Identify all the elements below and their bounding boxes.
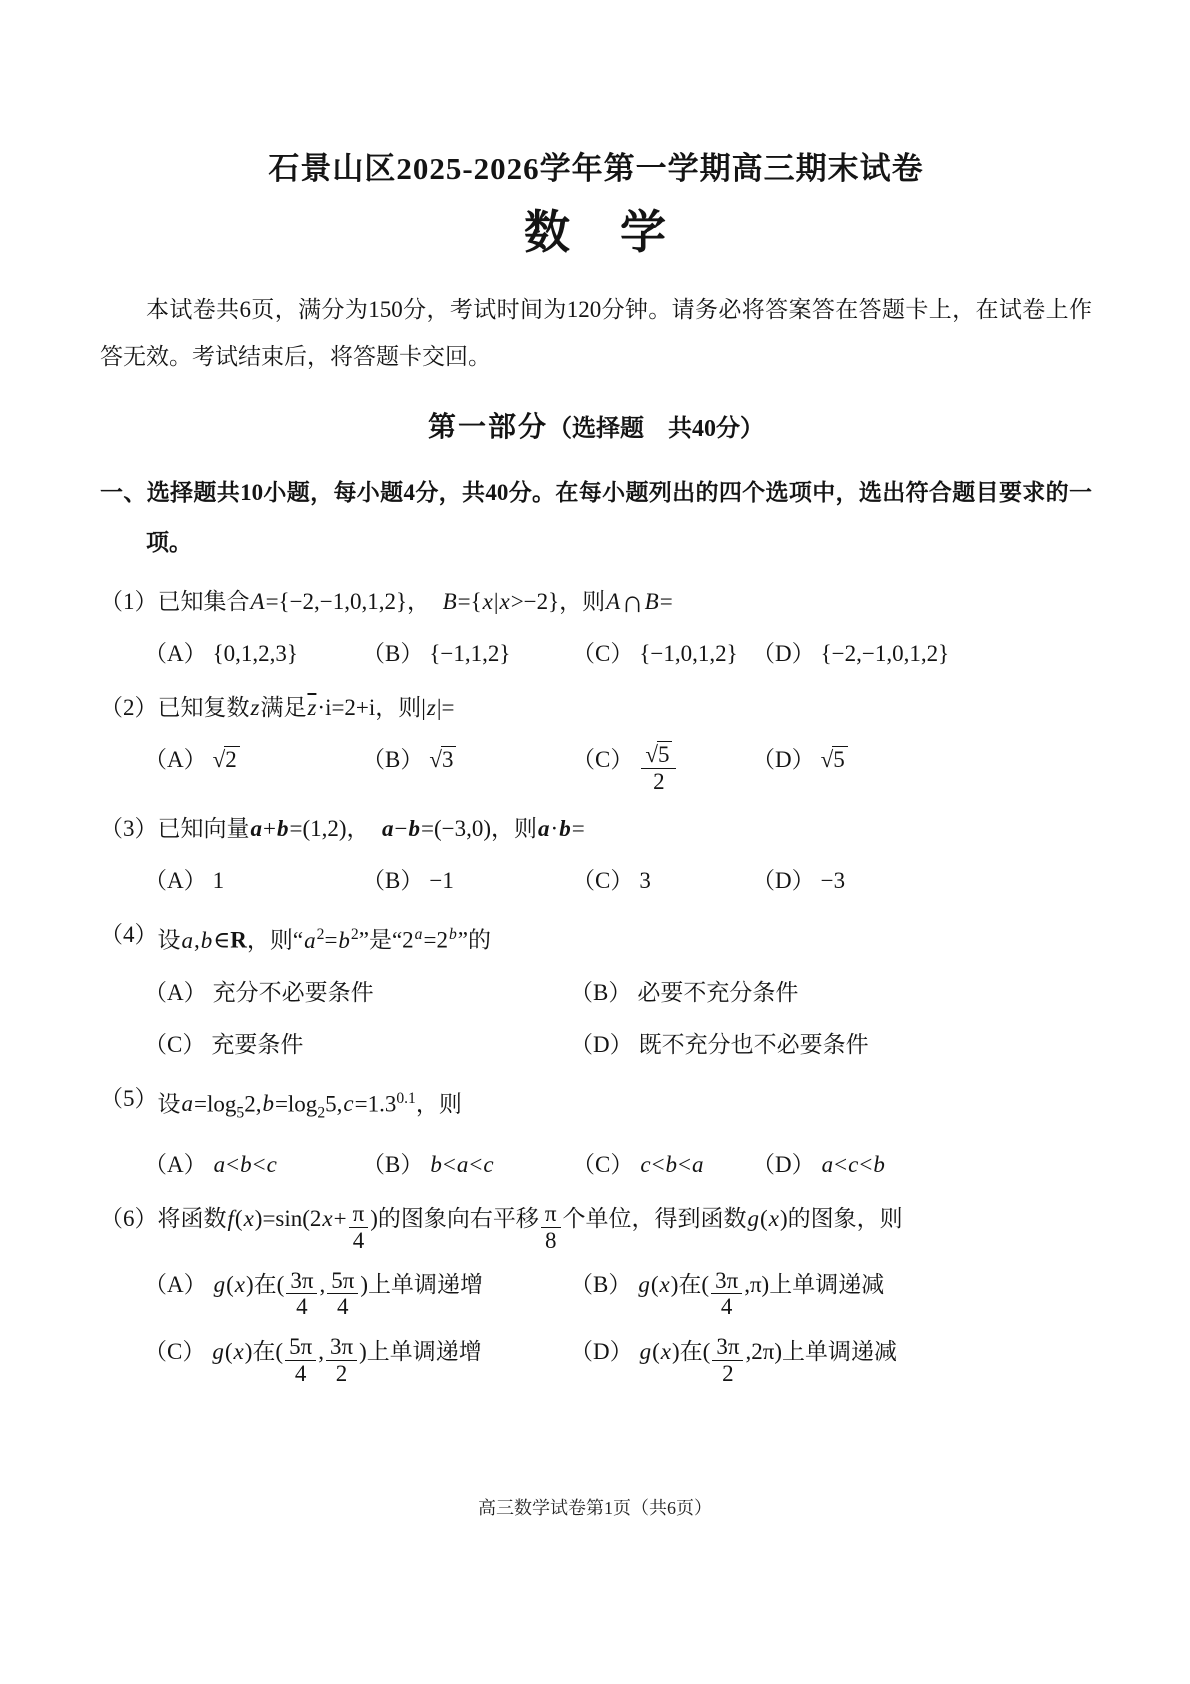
question-2 [100, 688, 1092, 795]
q6-option-c [144, 1332, 570, 1387]
q3-option-a-text: 1 [212, 867, 225, 893]
q4-option-d-text: 既不充分也不必要条件 [638, 1031, 869, 1057]
q3-option-b [362, 861, 572, 901]
q1-option-c-text: {−1,0,1,2} [639, 641, 738, 667]
q5-option-d [752, 1145, 1092, 1185]
question-3-options [100, 861, 1092, 901]
exam-title: 石景山区2025-2026学年第一学期高三期末试卷 [268, 151, 924, 186]
q4-option-b [570, 973, 1092, 1013]
q2-option-d-label: （D） [752, 747, 815, 773]
question-1-number: （1） [100, 589, 158, 615]
question-1 [100, 582, 1092, 674]
q4-option-a-label: （A） [144, 979, 207, 1005]
q5-option-a [144, 1145, 362, 1185]
q5-option-a-label: （A） [144, 1151, 207, 1177]
question-2-text: 已知复数z满足$\overline{z}\cdot i=2+i$，则|z|= [157, 695, 455, 721]
q3-option-c-text: 3 [639, 867, 651, 893]
q3-option-c-label: （C） [572, 867, 634, 893]
question-3-text: 已知向量a+b=(1,2)， a−b=(−3,0)，则a·b= [157, 815, 585, 841]
question-4-text: 设a,b∈R，则“$a^2=b^2$”是“$2^a=2^b$”的 [157, 925, 491, 953]
q6-option-a-label: （A） [144, 1272, 207, 1298]
q4-option-a [144, 973, 570, 1013]
q4-option-c-text: 充要条件 [211, 1031, 304, 1057]
q1-option-b-text: {−1,1,2} [429, 641, 511, 667]
q6-option-a [144, 1265, 570, 1320]
question-3-stem [100, 809, 1092, 849]
part1-heading-sub: （选择题 共40分） [548, 415, 764, 442]
q1-option-a-label: （A） [144, 641, 207, 667]
q6-option-b-text: g(x)在( $\frac{3\pi}{4}$ ,π)上单调递减 [638, 1267, 885, 1320]
question-6-options-row2 [100, 1332, 1092, 1387]
exam-general-instructions: 本试卷共6页，满分为150分，考试时间为120分钟。请务必将答案答在答题卡上，在试卷上作答无效。考试结束后，将答题卡交回。 [100, 296, 1092, 369]
question-6 [100, 1199, 1092, 1387]
q4-option-d-label: （D） [570, 1031, 633, 1057]
question-4-options-row2 [100, 1025, 1092, 1065]
q6-option-a-text: g(x)在( $\frac{3\pi}{4}$ , $\frac{5\pi}{4}$ )上单调递增 [213, 1267, 484, 1320]
q1-option-d [752, 634, 1092, 674]
q6-option-c-label: （C） [144, 1339, 206, 1365]
question-1-text: 已知集合A={−2,−1,0,1,2}， B={x|x>−2}，则A∩B= [157, 584, 673, 620]
q5-option-d-label: （D） [752, 1151, 815, 1177]
question-4-number: （4） [100, 921, 158, 947]
q6-option-d-label: （D） [570, 1339, 633, 1365]
q5-option-b-text: b<a<c [430, 1151, 494, 1177]
question-1-stem [100, 582, 1092, 622]
question-4-options-row1 [100, 973, 1092, 1013]
q2-option-c-label: （C） [572, 747, 634, 773]
q5-option-c-text: c<b<a [640, 1151, 704, 1177]
question-6-options-row1 [100, 1265, 1092, 1320]
q6-option-d [570, 1332, 1092, 1387]
question-4-stem [100, 915, 1092, 961]
q2-option-a-text: √2 [213, 746, 240, 772]
question-5-text: 设$a=\log_52,b=\log_25,c=1.3^{0.1}$，则 [157, 1089, 462, 1121]
q1-option-a-text: {0,1,2,3} [212, 641, 298, 667]
question-2-number: （2） [100, 695, 158, 721]
q1-option-c-label: （C） [572, 641, 634, 667]
q3-option-c [572, 861, 752, 901]
q3-option-d-text: −3 [820, 867, 846, 893]
q5-option-c [572, 1145, 752, 1185]
question-3-number: （3） [100, 815, 158, 841]
q6-option-b-label: （B） [570, 1272, 632, 1298]
q6-option-c-text: g(x)在( $\frac{5\pi}{4}$ , $\frac{3\pi}{2}$ )上单调递增 [212, 1334, 482, 1386]
q2-option-a [144, 740, 362, 795]
question-2-options [100, 740, 1092, 795]
q2-option-d-text: √5 [821, 746, 848, 772]
q5-option-c-label: （C） [572, 1151, 634, 1177]
q1-option-b [362, 634, 572, 674]
q4-option-d [570, 1025, 1092, 1065]
question-5-stem [100, 1079, 1092, 1133]
q5-option-b [362, 1145, 572, 1185]
q3-option-b-text: −1 [429, 867, 454, 893]
q1-option-d-label: （D） [752, 641, 815, 667]
subject-title: 数 学 [524, 206, 668, 258]
section1-instruction: 一、选择题共10小题，每小题4分，共40分。在每小题列出的四个选项中，选出符合题目要求的一项。 [100, 480, 1092, 556]
q6-option-b [570, 1265, 1092, 1320]
question-6-text: 将函数f(x)=sin(2x+ $\frac{\pi}{4}$ )的图象向右平移 $\frac{\pi}{8}$ 个单位，得到函数g(x)的图象，则 [157, 1200, 903, 1253]
q2-option-b-text: √3 [429, 746, 456, 772]
question-6-stem [100, 1199, 1092, 1254]
part1-heading [100, 410, 1092, 446]
q1-option-b-label: （B） [362, 641, 424, 667]
q5-option-a-text: a<b<c [213, 1151, 277, 1177]
q2-option-c [572, 740, 752, 795]
q1-option-a [144, 634, 362, 674]
q3-option-a-label: （A） [144, 867, 207, 893]
q2-option-b [362, 740, 572, 795]
question-5-number: （5） [100, 1085, 158, 1111]
q3-option-d-label: （D） [752, 867, 815, 893]
q2-option-d [752, 740, 1092, 795]
q4-option-b-label: （B） [570, 979, 632, 1005]
q5-option-b-label: （B） [362, 1151, 424, 1177]
question-6-number: （6） [100, 1205, 158, 1231]
q4-option-c [144, 1025, 570, 1065]
q1-option-c [572, 634, 752, 674]
question-4 [100, 915, 1092, 1065]
q4-option-b-text: 必要不充分条件 [637, 979, 799, 1005]
q6-option-d-text: g(x)在( $\frac{3\pi}{2}$ ,2π)上单调递减 [639, 1334, 897, 1386]
question-2-stem [100, 688, 1092, 728]
question-1-options [100, 634, 1092, 674]
page-footer: 高三数学试卷第1页（共6页） [478, 1498, 712, 1518]
question-3 [100, 809, 1092, 901]
q2-option-c-text: $\frac{√5}{2}$ [639, 747, 678, 772]
q3-option-a [144, 861, 362, 901]
q4-option-a-text: 充分不必要条件 [212, 979, 374, 1005]
q3-option-d [752, 861, 1092, 901]
question-5 [100, 1079, 1092, 1185]
part1-heading-main: 第一部分 [427, 411, 548, 443]
question-5-options [100, 1145, 1092, 1185]
q5-option-d-text: a<c<b [821, 1151, 885, 1177]
q4-option-c-label: （C） [144, 1031, 206, 1057]
q2-option-a-label: （A） [144, 747, 207, 773]
q1-option-d-text: {−2,−1,0,1,2} [820, 641, 950, 667]
q3-option-b-label: （B） [362, 867, 424, 893]
q2-option-b-label: （B） [362, 747, 424, 773]
